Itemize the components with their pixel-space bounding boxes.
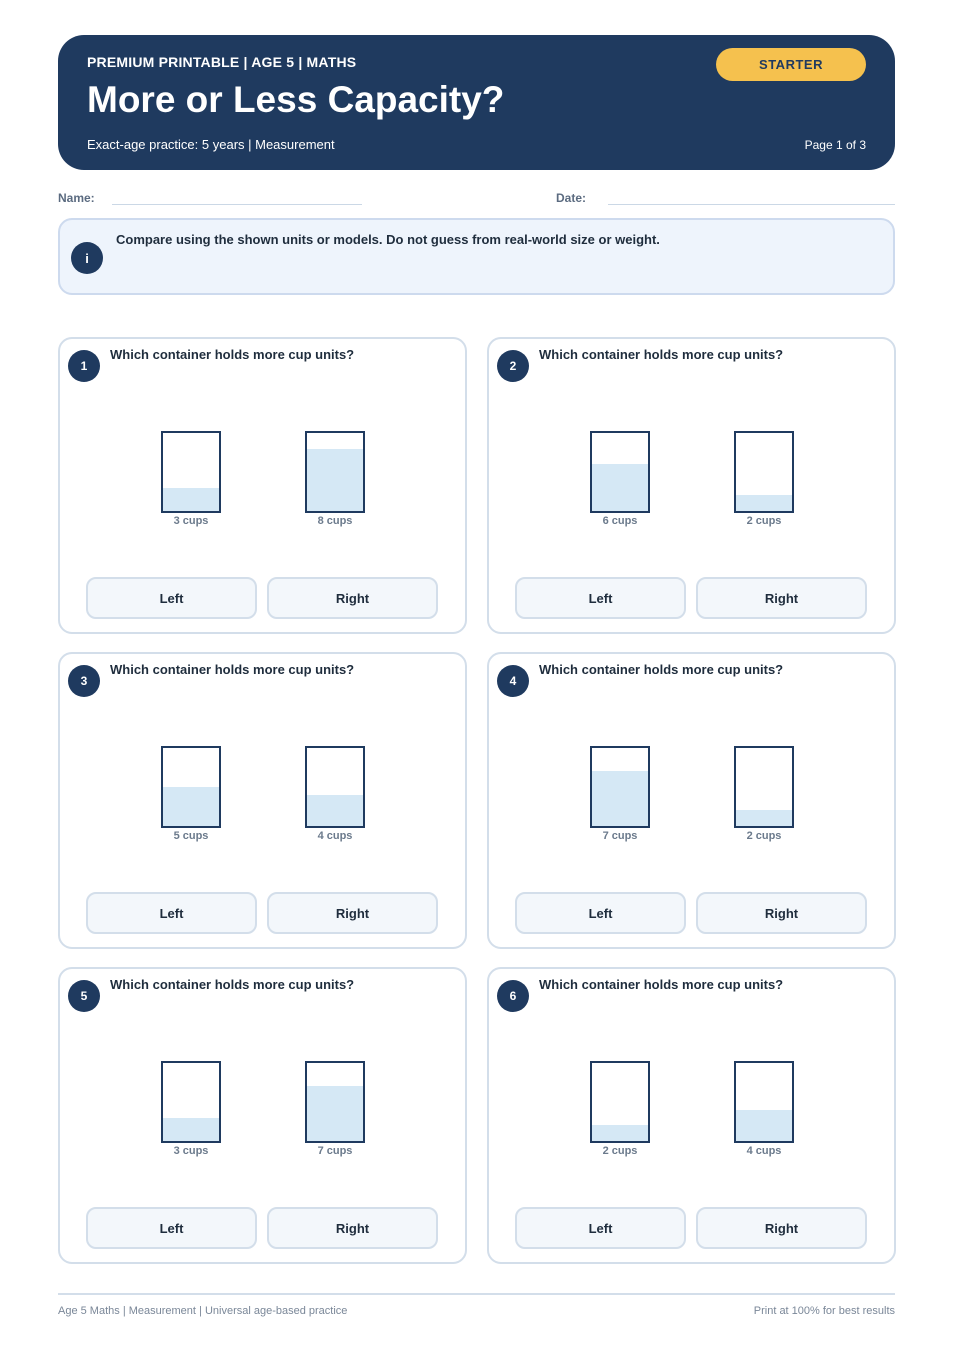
left-answer-button[interactable]: Left xyxy=(86,892,257,934)
date-label: Date: xyxy=(556,191,587,205)
right-fill xyxy=(736,495,792,511)
instruction-text: Compare using the shown units or models. Do not guess from real-world size or weight. xyxy=(116,232,660,247)
left-answer-button[interactable]: Left xyxy=(86,1207,257,1249)
right-answer-button[interactable]: Right xyxy=(267,892,438,934)
name-line[interactable] xyxy=(112,204,362,205)
right-fill xyxy=(307,795,363,826)
left-cup-label: 3 cups xyxy=(173,1145,209,1157)
question-number: 3 xyxy=(68,665,100,697)
question-text: Which container holds more cup units? xyxy=(539,662,784,677)
worksheet-header xyxy=(58,35,895,170)
page-title: More or Less Capacity? xyxy=(87,79,505,120)
left-container xyxy=(161,746,221,828)
question-card xyxy=(58,337,467,634)
left-fill xyxy=(163,1118,219,1141)
right-fill xyxy=(736,810,792,826)
right-container xyxy=(305,431,365,513)
question-text: Which container holds more cup units? xyxy=(539,977,784,992)
info-icon: i xyxy=(71,242,103,274)
left-container xyxy=(161,431,221,513)
page-number: Page 1 of 3 xyxy=(804,138,866,152)
left-cup-label: 5 cups xyxy=(173,830,209,842)
left-answer-button[interactable]: Left xyxy=(86,577,257,619)
left-fill xyxy=(163,488,219,511)
question-text: Which container holds more cup units? xyxy=(539,347,784,362)
right-answer-button[interactable]: Right xyxy=(696,1207,867,1249)
right-cup-label: 2 cups xyxy=(746,515,782,527)
left-cup-label: 7 cups xyxy=(602,830,638,842)
footer-right-text: Print at 100% for best results xyxy=(753,1305,895,1317)
left-fill xyxy=(163,787,219,826)
question-card xyxy=(487,337,896,634)
left-answer-button[interactable]: Left xyxy=(515,577,686,619)
question-card xyxy=(487,652,896,949)
right-fill xyxy=(307,1086,363,1141)
question-number: 6 xyxy=(497,980,529,1012)
right-container xyxy=(734,431,794,513)
left-answer-button[interactable]: Left xyxy=(515,1207,686,1249)
right-answer-button[interactable]: Right xyxy=(696,892,867,934)
left-fill xyxy=(592,1125,648,1141)
question-text: Which container holds more cup units? xyxy=(110,347,355,362)
right-container xyxy=(734,746,794,828)
right-cup-label: 4 cups xyxy=(317,830,353,842)
question-text: Which container holds more cup units? xyxy=(110,977,355,992)
left-cup-label: 6 cups xyxy=(602,515,638,527)
right-cup-label: 4 cups xyxy=(746,1145,782,1157)
instruction-box xyxy=(58,218,895,295)
name-label: Name: xyxy=(58,191,95,205)
left-container xyxy=(590,746,650,828)
footer-left-text: Age 5 Maths | Measurement | Universal age-based practice xyxy=(58,1305,348,1317)
question-number: 5 xyxy=(68,980,100,1012)
left-container xyxy=(590,1061,650,1143)
header-eyebrow: PREMIUM PRINTABLE | AGE 5 | MATHS xyxy=(87,54,357,70)
right-container xyxy=(305,746,365,828)
right-container xyxy=(305,1061,365,1143)
right-answer-button[interactable]: Right xyxy=(267,1207,438,1249)
right-cup-label: 2 cups xyxy=(746,830,782,842)
left-fill xyxy=(592,771,648,826)
left-container xyxy=(161,1061,221,1143)
right-cup-label: 7 cups xyxy=(317,1145,353,1157)
question-number: 2 xyxy=(497,350,529,382)
question-text: Which container holds more cup units? xyxy=(110,662,355,677)
right-cup-label: 8 cups xyxy=(317,515,353,527)
right-container xyxy=(734,1061,794,1143)
right-answer-button[interactable]: Right xyxy=(696,577,867,619)
question-number: 4 xyxy=(497,665,529,697)
question-card xyxy=(58,652,467,949)
left-fill xyxy=(592,464,648,511)
header-subtitle: Exact-age practice: 5 years | Measurement xyxy=(87,137,335,152)
question-card xyxy=(58,967,467,1264)
left-answer-button[interactable]: Left xyxy=(515,892,686,934)
left-container xyxy=(590,431,650,513)
level-badge: STARTER xyxy=(716,48,866,81)
left-cup-label: 2 cups xyxy=(602,1145,638,1157)
right-fill xyxy=(736,1110,792,1141)
left-cup-label: 3 cups xyxy=(173,515,209,527)
question-card xyxy=(487,967,896,1264)
footer-divider xyxy=(58,1293,895,1295)
question-number: 1 xyxy=(68,350,100,382)
right-fill xyxy=(307,449,363,511)
right-answer-button[interactable]: Right xyxy=(267,577,438,619)
date-line[interactable] xyxy=(608,204,895,205)
